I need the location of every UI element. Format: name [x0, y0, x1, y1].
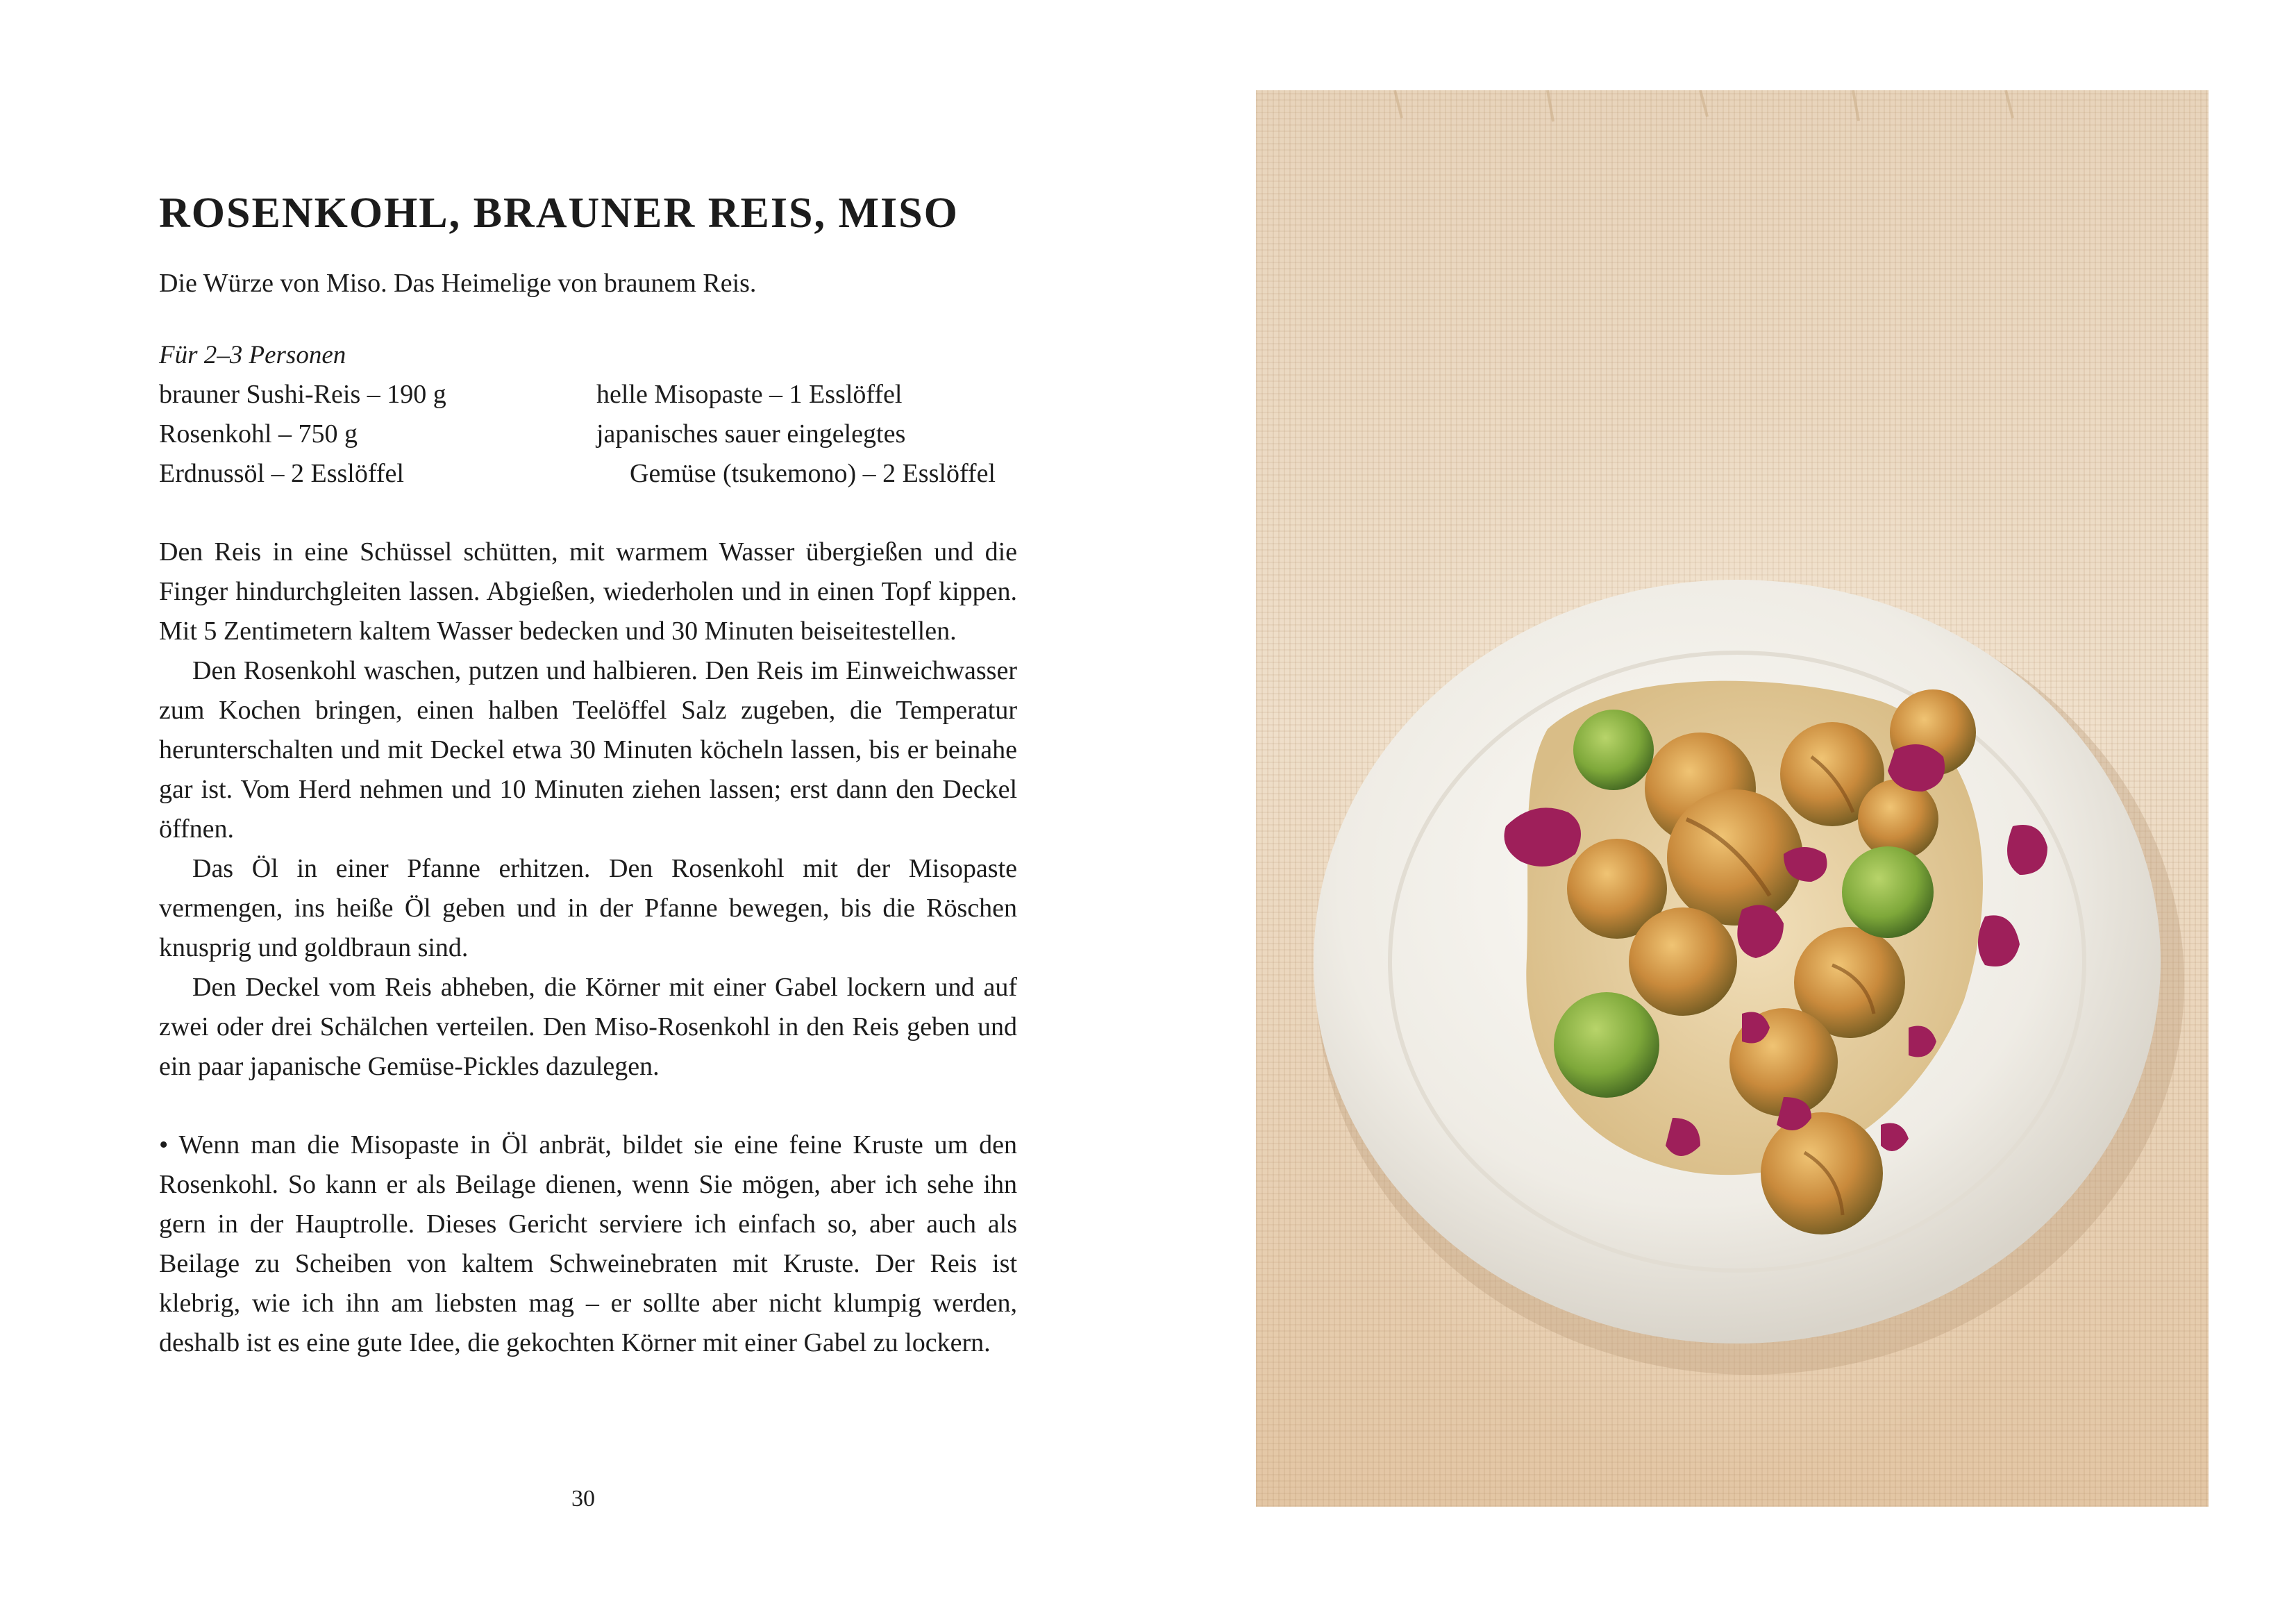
ingredient-line: Gemüse (tsukemono) – 2 Esslöffel: [630, 459, 996, 488]
method-paragraph: Den Rosenkohl waschen, putzen und halbieren. Den Reis im Einweichwasser zum Kochen bringen, einen halben Teelöffel Salz zugeben, die Temperatur herunterschalten und mit Deckel etwa 30 Minuten köcheln lassen, bis er beinahe gar ist. Vom Herd nehmen und 10 Minuten ziehen lassen; erst dann den Deckel öffnen.: [159, 656, 1017, 844]
recipe-page: [159, 182, 1017, 1389]
food-photo-icon: [1256, 90, 2209, 1507]
ingredient-list: [159, 375, 1017, 494]
recipe-intro: Die Würze von Miso. Das Heimelige von braunem Reis.: [159, 269, 757, 298]
ingredient-line: helle Misopaste – 1 Esslöffel: [596, 380, 903, 409]
food-photo: [1256, 90, 2209, 1507]
ingredient-line: japanisches sauer eingelegtes: [596, 419, 906, 449]
method-paragraph: Den Deckel vom Reis abheben, die Körner mit einer Gabel lockern und auf zwei oder drei Schälchen verteilen. Den Miso-Rosenkohl in den Reis geben und ein paar japanische Gemüse-Pickles dazulegen.: [159, 973, 1017, 1081]
recipe-tip: • Wenn man die Misopaste in Öl anbrät, bildet sie eine feine Kruste um den Rosenkohl. So kann er als Beilage dienen, wenn Sie mögen, aber ich sehe ihn gern in der Hauptrolle. Dieses Gericht serviere ich einfach so, aber auch als Beilage zu Scheiben von kaltem Schweinebraten mit Kruste. Der Reis ist klebrig, wie ich ihn am liebsten mag – er sollte aber nicht klumpig werden, deshalb ist es eine gute Idee, die gekochten Körner mit einer Gabel zu lockern.: [159, 1130, 1017, 1357]
page-number: 30: [571, 1486, 595, 1512]
servings: Für 2–3 Personen: [159, 341, 346, 369]
method-paragraph: Das Öl in einer Pfanne erhitzen. Den Rosenkohl mit der Misopaste vermengen, ins heiße Öl geben und in der Pfanne bewegen, bis die Röschen knusprig und goldbraun sind.: [159, 854, 1017, 962]
method-steps: [159, 533, 1017, 1087]
ingredient-line: brauner Sushi-Reis – 190 g: [159, 380, 446, 409]
ingredient-line: Erdnussöl – 2 Esslöffel: [159, 459, 404, 488]
recipe-title: ROSENKOHL, BRAUNER REIS, MISO: [159, 190, 959, 237]
ingredient-column-left: [159, 375, 589, 494]
ingredient-column-right: [596, 375, 1027, 494]
ingredient-line: Rosenkohl – 750 g: [159, 419, 358, 449]
method-paragraph: Den Reis in eine Schüssel schütten, mit warmem Wasser übergießen und die Finger hindurchgleiten lassen. Abgießen, wiederholen und in einen Topf kippen. Mit 5 Zentimetern kaltem Wasser bedecken und 30 Minuten beiseitestellen.: [159, 537, 1017, 646]
